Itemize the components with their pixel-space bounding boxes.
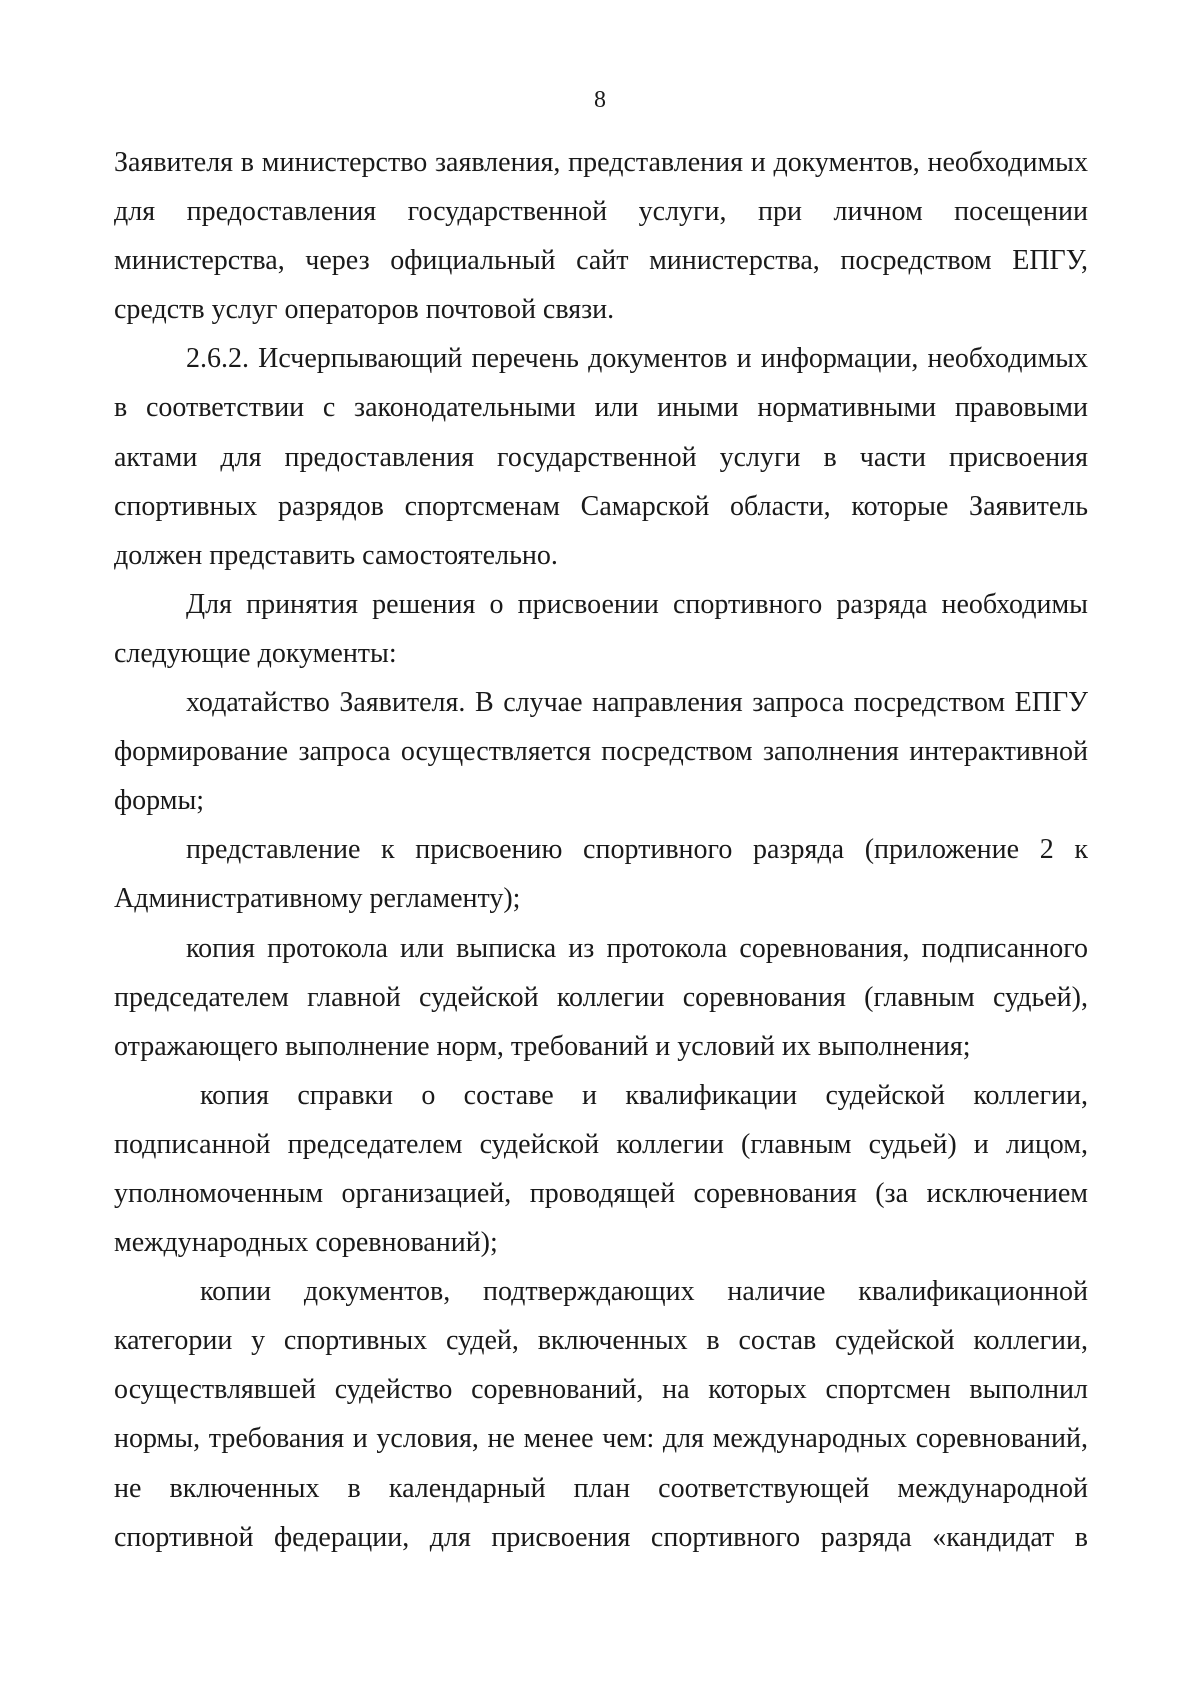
document-body bbox=[114, 138, 1088, 1562]
list-item-reference-copy: копия справки о составе и квалификации судейской коллегии, подписанной председателем судейской коллегии (главным судьей) и лицом, уполномоченным организацией, проводящей соревнования (за исключением международных соревнований); bbox=[114, 1079, 1088, 1259]
paragraph-continuation: Заявителя в министерство заявления, представления и документов, необходимых для предоставления государственной услуги, при личном посещении министерства, через официальный сайт министерства, посредством ЕПГУ, средств услуг операторов почтовой связи. bbox=[114, 147, 1088, 326]
paragraph-documents-intro: Для принятия решения о присвоении спортивного разряда необходимы следующие документы: bbox=[114, 588, 1088, 669]
page-number: 8 bbox=[594, 87, 606, 113]
list-item-petition: ходатайство Заявителя. В случае направления запроса посредством ЕПГУ формирование запроса осуществляется посредством заполнения интерактивной формы; bbox=[114, 687, 1088, 817]
list-item-qualification-documents: копии документов, подтверждающих наличие квалификационной категории у спортивных судей, включенных в состав судейской коллегии, осуществлявшей судейство соревнований, на которых спортсмен выполнил нормы, требования и условия, не менее чем: для международных соревнований, не включенных в календарный план соответствующей международной спортивной федерации, для присвоения спортивного разряда «кандидат в bbox=[114, 1276, 1088, 1553]
paragraph-section-2-6-2: 2.6.2. Исчерпывающий перечень документов и информации, необходимых в соответствии с законодательными или иными нормативными правовыми актами для предоставления государственной услуги в части присвоения спортивных разрядов спортсменам Самарской области, которые Заявитель должен представить самостоятельно. bbox=[114, 343, 1088, 571]
list-item-submission: представление к присвоению спортивного разряда (приложение 2 к Административному регламенту); bbox=[114, 834, 1088, 915]
list-item-protocol-copy: копия протокола или выписка из протокола соревнования, подписанного председателем главной судейской коллегии соревнования (главным судьей), отражающего выполнение норм, требований и условий их выполнения; bbox=[114, 932, 1088, 1062]
